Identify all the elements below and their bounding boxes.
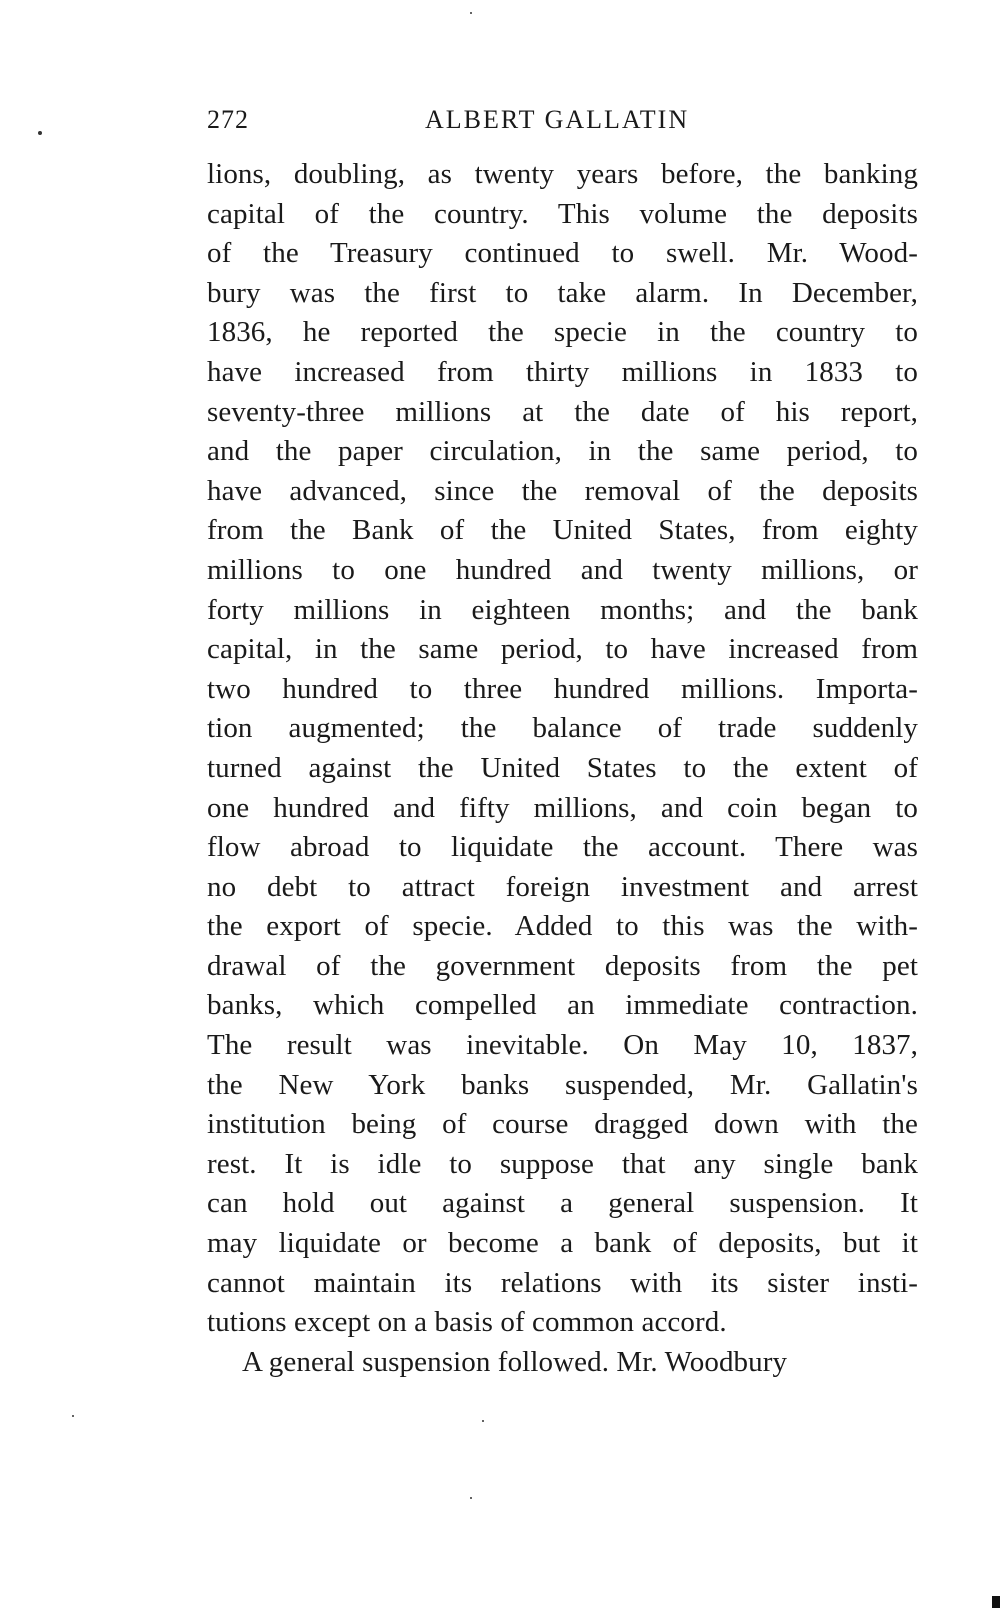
- page-number: 272: [207, 105, 249, 134]
- text-line: flow abroad to liquidate the account. There was: [207, 831, 918, 864]
- text-line: the New York banks suspended, Mr. Gallatin's: [207, 1068, 918, 1101]
- text-line: cannot maintain its relations with its sister insti-: [207, 1266, 918, 1299]
- scan-speck: [470, 1497, 472, 1499]
- text-line: no debt to attract foreign investment and arrest: [207, 870, 918, 903]
- text-line: and the paper circulation, in the same period, to: [207, 435, 918, 468]
- text-line: banks, which compelled an immediate contraction.: [207, 989, 918, 1022]
- text-line: tion augmented; the balance of trade suddenly: [207, 712, 918, 745]
- body-text: [207, 155, 918, 1382]
- scan-speck: [470, 12, 472, 14]
- text-line: capital of the country. This volume the deposits: [207, 197, 918, 230]
- text-line: from the Bank of the United States, from eighty: [207, 514, 918, 547]
- scan-edge-mark: [992, 1596, 1000, 1608]
- text-line: institution being of course dragged down with the: [207, 1108, 918, 1141]
- text-line: may liquidate or become a bank of deposits, but it: [207, 1227, 918, 1260]
- text-line: one hundred and fifty millions, and coin began to: [207, 791, 918, 824]
- text-line: have advanced, since the removal of the deposits: [207, 474, 918, 507]
- text-line: forty millions in eighteen months; and the bank: [207, 593, 918, 626]
- running-head: [207, 100, 918, 140]
- text-line: can hold out against a general suspension. It: [207, 1187, 918, 1220]
- text-line: have increased from thirty millions in 1833 to: [207, 355, 918, 388]
- text-line-paragraph-end: tutions except on a basis of common accord.: [207, 1306, 727, 1339]
- text-line: 1836, he reported the specie in the country to: [207, 316, 918, 349]
- text-line: two hundred to three hundred millions. Importa-: [207, 672, 918, 705]
- text-line: lions, doubling, as twenty years before, the banking: [207, 158, 918, 190]
- text-line: seventy-three millions at the date of his report,: [207, 395, 918, 428]
- text-line: bury was the first to take alarm. In December,: [207, 276, 918, 309]
- scan-speck: [38, 131, 42, 135]
- text-line: millions to one hundred and twenty millions, or: [207, 553, 918, 586]
- text-line: capital, in the same period, to have increased from: [207, 633, 918, 666]
- running-title: ALBERT GALLATIN: [425, 105, 690, 134]
- text-line: rest. It is idle to suppose that any single bank: [207, 1147, 918, 1180]
- scan-speck: [72, 1415, 74, 1417]
- text-line: drawal of the government deposits from the pet: [207, 949, 918, 982]
- text-line: of the Treasury continued to swell. Mr. Wood-: [207, 237, 918, 270]
- text-line: turned against the United States to the extent of: [207, 751, 918, 784]
- text-line-paragraph-start: A general suspension followed. Mr. Woodbury: [242, 1345, 788, 1378]
- text-line: the export of specie. Added to this was the with-: [207, 910, 918, 943]
- scan-speck: [482, 1420, 484, 1422]
- text-line: The result was inevitable. On May 10, 1837,: [207, 1029, 918, 1062]
